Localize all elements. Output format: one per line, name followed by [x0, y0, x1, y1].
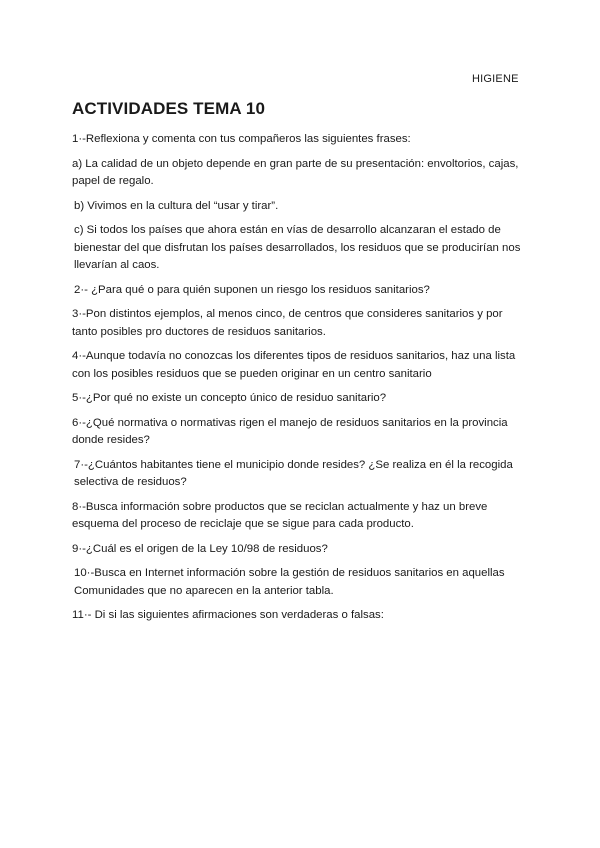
- activity-9: 9·-¿Cuál es el origen de la Ley 10/98 de residuos?: [72, 542, 328, 555]
- activity-3: 3·-Pon distintos ejemplos, al menos cinco, de centros que consideres sanitarios y por tanto posibles pro ductores de residuos sanitarios.: [72, 308, 503, 338]
- page-title: ACTIVIDADES TEMA 10: [72, 99, 266, 118]
- activity-8: 8·-Busca información sobre productos que se reciclan actualmente y haz un breve esquema del proceso de reciclaje que se sigue para cada producto.: [72, 500, 488, 530]
- subject-header: HIGIENE: [472, 73, 519, 85]
- activity-5: 5·-¿Por qué no existe un concepto único de residuo sanitario?: [72, 392, 387, 404]
- activity-1c: c) Si todos los países que ahora están en vías de desarrollo alcanzaran el estado de bienestar del que disfrutan los países desarrollados, los residuos que se producirían nos llevarían al caos.: [74, 224, 521, 271]
- activity-11: 11·- Di si las siguientes afirmaciones son verdaderas o falsas:: [72, 609, 384, 621]
- activity-4: 4·-Aunque todavía no conozcas los diferentes tipos de residuos sanitarios, haz una lista con los posibles residuos que se pueden originar en un centro sanitario: [72, 350, 516, 380]
- activity-1: 1·-Reflexiona y comenta con tus compañeros las siguientes frases:: [72, 133, 411, 145]
- activity-10: 10·-Busca en Internet información sobre la gestión de residuos sanitarios en aquellas Comunidades que no aparecen en la anterior tabla.: [74, 567, 505, 597]
- activity-7: 7·-¿Cuántos habitantes tiene el municipio donde resides? ¿Se realiza en él la recogida selectiva de residuos?: [74, 458, 513, 488]
- activity-2: 2·- ¿Para qué o para quién suponen un riesgo los residuos sanitarios?: [74, 283, 430, 296]
- activities-list: [72, 131, 530, 632]
- activity-1b: b) Vivimos en la cultura del “usar y tirar”.: [74, 199, 279, 212]
- activity-1a: a) La calidad de un objeto depende en gran parte de su presentación: envoltorios, cajas, papel de regalo.: [72, 157, 519, 187]
- activity-6: 6·-¿Qué normativa o normativas rigen el manejo de residuos sanitarios en la provincia donde resides?: [72, 416, 508, 446]
